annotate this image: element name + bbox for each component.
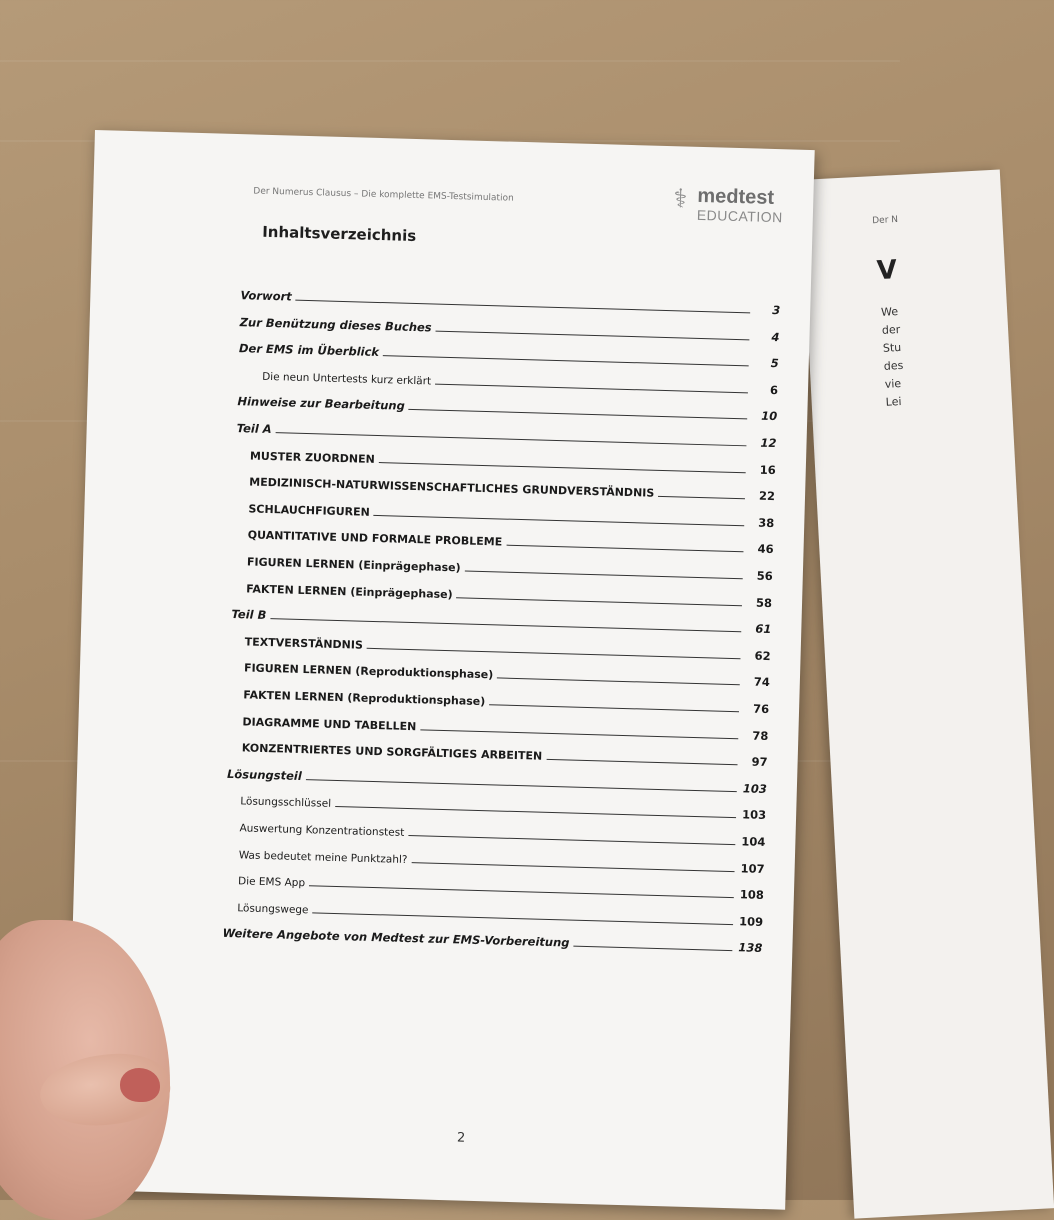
- toc-leader-line: [436, 330, 750, 340]
- toc-label: Hinweise zur Bearbeitung: [237, 394, 406, 414]
- toc-leader-line: [658, 496, 745, 499]
- toc-page-number: 6: [769, 382, 779, 397]
- toc-page-number: 61: [755, 621, 772, 637]
- right-page-line: Lei: [885, 395, 902, 409]
- toc-page-number: 76: [752, 701, 770, 717]
- toc-leader-line: [573, 946, 732, 951]
- toc-label: FIGUREN LERNEN (Einprägephase): [246, 555, 461, 575]
- toc-page-number: 4: [771, 329, 780, 344]
- toc-label: MUSTER ZUORDNEN: [249, 449, 376, 466]
- toc-page-number: 12: [760, 435, 777, 451]
- toc-page-number: 74: [753, 675, 771, 690]
- toc-leader-line: [420, 729, 738, 739]
- right-page: [800, 170, 1054, 1219]
- toc-leader-line: [383, 355, 749, 366]
- toc-page-number: 10: [761, 409, 778, 424]
- toc-leader-line: [306, 779, 737, 792]
- right-page-title: V: [876, 255, 898, 287]
- toc-label: Teil B: [231, 607, 267, 623]
- toc-label: FAKTEN LERNEN (Einprägephase): [246, 581, 453, 601]
- toc-label: Der EMS im Überblick: [238, 341, 380, 360]
- toc-label: Vorwort: [240, 288, 292, 304]
- toc-label: Auswertung Konzentrationstest: [239, 822, 405, 839]
- toc-page-number: 46: [757, 542, 774, 557]
- toc-leader-line: [335, 806, 736, 818]
- right-page-line: des: [883, 358, 904, 373]
- toc-label: SCHLAUCHFIGUREN: [248, 502, 370, 519]
- toc-page-number: 5: [770, 356, 779, 371]
- toc-leader-line: [411, 862, 734, 872]
- toc-label: Weitere Angebote von Medtest zur EMS-Vorbereitung: [222, 926, 570, 950]
- book-page: [65, 130, 814, 1210]
- toc-label: DIAGRAMME UND TABELLEN: [242, 714, 417, 733]
- toc-leader-line: [309, 885, 734, 898]
- toc-page-number: 62: [754, 648, 771, 663]
- logo-sub: EDUCATION: [696, 206, 783, 226]
- toc-leader-line: [489, 704, 739, 712]
- toc-label: Die neun Untertests kurz erklärt: [262, 370, 432, 388]
- medtest-logo: [673, 182, 804, 230]
- logo-name: medtest: [697, 184, 775, 209]
- right-page-line: der: [881, 322, 901, 337]
- toc-page-number: 109: [738, 914, 764, 929]
- toc-page-number: 108: [739, 887, 765, 903]
- toc-page-number: 58: [755, 595, 773, 610]
- toc-leader-line: [367, 648, 741, 659]
- toc-leader-line: [506, 545, 743, 553]
- toc-label: Lösungsschlüssel: [240, 795, 332, 811]
- toc-label: KONZENTRIERTES UND SORGFÄLTIGES ARBEITEN: [241, 741, 543, 763]
- toc-heading: Inhaltsverzeichnis: [261, 222, 417, 246]
- toc-leader-line: [546, 759, 737, 765]
- toc-label: Lösungswege: [237, 902, 309, 917]
- toc-leader-line: [465, 570, 743, 579]
- toc-page-number: 138: [738, 940, 763, 956]
- toc-leader-line: [457, 597, 742, 606]
- thumbnail-nail: [120, 1068, 160, 1102]
- right-page-line: Stu: [882, 340, 902, 355]
- caduceus-icon: ⚕: [672, 184, 688, 215]
- toc-leader-line: [379, 462, 746, 473]
- toc-label: Zur Benützung dieses Buches: [239, 314, 432, 335]
- toc-leader-line: [374, 515, 745, 526]
- toc-page-number: 22: [758, 488, 776, 504]
- toc-page-number: 97: [751, 754, 768, 770]
- toc-page-number: 103: [741, 807, 767, 823]
- toc-page-number: 56: [756, 568, 774, 584]
- toc-page-number: 38: [758, 515, 775, 530]
- page-number: 2: [456, 1130, 466, 1146]
- toc-label: Was bedeutet meine Punktzahl?: [238, 848, 408, 866]
- toc-leader-line: [408, 835, 735, 845]
- toc-leader-line: [497, 678, 740, 686]
- toc-leader-line: [409, 409, 747, 419]
- page-header: Der Numerus Clausus – Die komplette EMS-Testsimulation: [253, 186, 514, 204]
- toc-leader-line: [312, 912, 733, 925]
- toc-page-number: 16: [759, 462, 776, 477]
- toc-label: TEXTVERSTÄNDNIS: [244, 635, 364, 652]
- toc-label: FIGUREN LERNEN (Reproduktionsphase): [243, 661, 494, 682]
- toc-label: QUANTITATIVE UND FORMALE PROBLEME: [247, 528, 503, 549]
- toc-page-number: 104: [741, 834, 766, 849]
- toc-leader-line: [435, 383, 748, 393]
- toc-label: Lösungsteil: [226, 766, 302, 783]
- toc-label: Die EMS App: [237, 875, 306, 890]
- toc-page-number: 103: [742, 781, 768, 796]
- toc-label: MEDIZINISCH-NATURWISSENSCHAFTLICHES GRUNDVERSTÄNDNIS: [249, 475, 655, 500]
- toc-page-number: 3: [772, 302, 781, 318]
- toc-page-number: 107: [740, 860, 765, 876]
- right-page-line: vie: [884, 376, 902, 391]
- toc-label: FAKTEN LERNEN (Reproduktionsphase): [243, 688, 486, 709]
- toc-label: Teil A: [236, 421, 272, 437]
- right-page-header: Der N: [871, 214, 899, 227]
- right-page-line: We: [880, 305, 899, 319]
- toc-page-number: 78: [752, 728, 769, 743]
